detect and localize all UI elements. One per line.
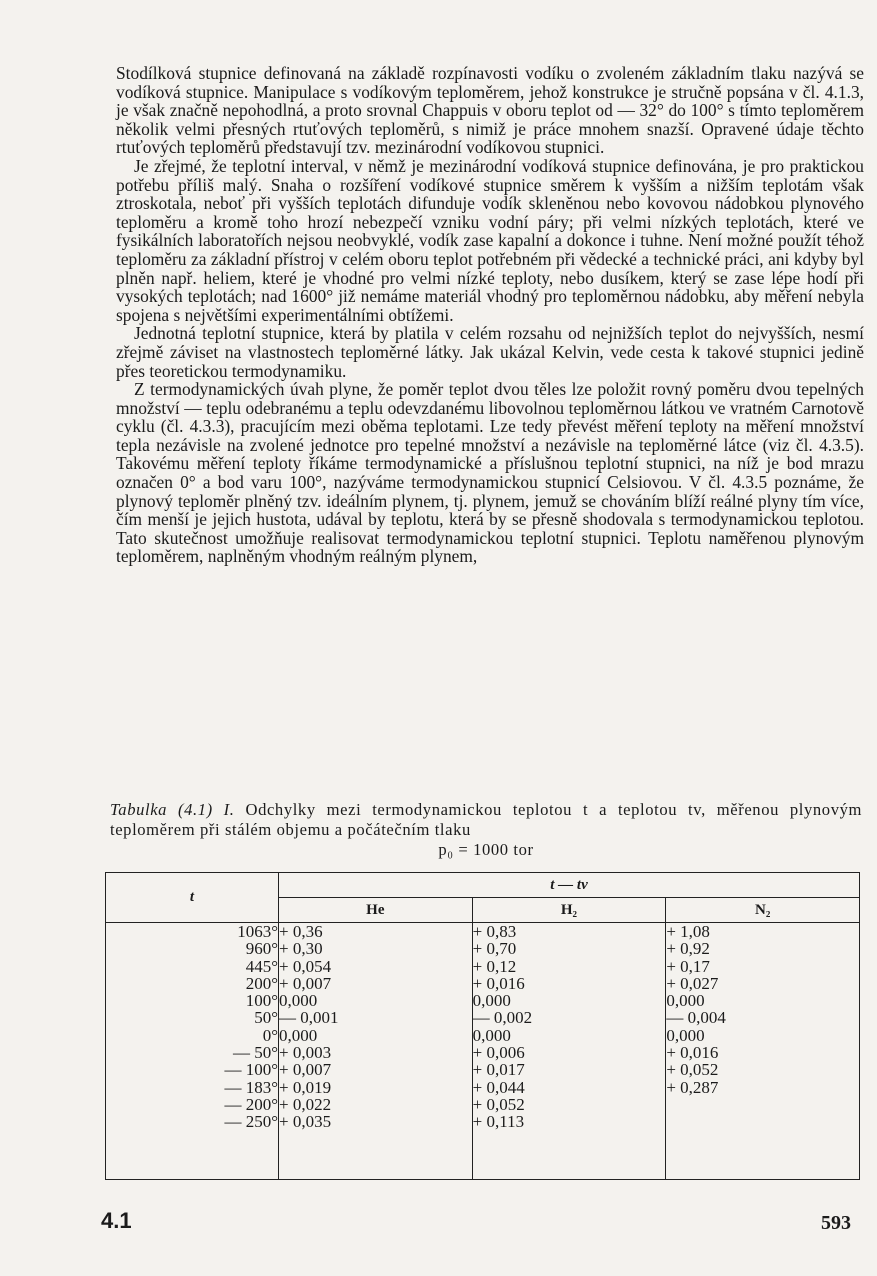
table-caption	[110, 800, 862, 860]
table-cell: + 0,016	[472, 973, 525, 993]
header-t-minus-tv: t — tv	[279, 873, 860, 898]
table-cell: 445°	[245, 956, 278, 976]
table-cell: 0°	[262, 1025, 278, 1045]
caption-formula: p₀ = 1000 tor	[438, 840, 534, 859]
table-cell: + 0,30	[279, 939, 323, 959]
table-cell: + 0,17	[666, 956, 710, 976]
table-cell: + 0,92	[666, 939, 710, 959]
caption-text: Odchylky mezi termodynamickou teplotou t a teplotou tv, měřenou plynovým teploměrem při stálém objemu a počátečním tlaku	[110, 800, 862, 839]
table-cell: 0,000	[279, 991, 318, 1011]
caption-label: Tabulka (4.1) I.	[110, 800, 235, 819]
section-number: 4.1	[101, 1208, 132, 1233]
header-t: t	[106, 873, 279, 923]
paragraph-4: Z termodynamických úvah plyne, že poměr teplot dvou těles lze položit rovný poměru dvou tepelných množství — teplu odebranému a teplu odevzdanému libovolnou teploměrnou látkou ve vratném Carnotově cyklu (čl. 4.3.3), pracujícím mezi oběma teplotami. Lze tedy převést měření teploty na měření množství tepla nezávisle na zvolené jednotce pro tepelné množství a nezávisle na teploměrné látce (viz čl. 4.3.5). Takovému měření teploty říkáme termodynamické a příslušnou teplotní stupnici, na níž je bod mrazu označen 0° a bod varu 100°, nazýváme termodynamickou stupnicí Celsiovou. V čl. 4.3.5 poznáme, že plynový teploměr plněný tzv. ideálním plynem, tj. plynem, jemuž se chováním blíží reálné plyny tím více, čím menší je jejich hustota, udával by teplotu, která by se přesně shodovala s termodynamickou teplotou. Tato skutečnost umožňuje realisovat termodynamickou teplotní stupnici. Teplotu naměřenou plynovým teploměrem, naplněným vhodným reálným plynem,	[116, 379, 864, 567]
header-h2: H₂	[472, 898, 666, 923]
table-cell: + 0,007	[279, 1060, 332, 1080]
paragraph-2: Je zřejmé, že teplotní interval, v němž je mezinárodní vodíková stupnice definována, je pro praktickou potřebu příliš malý. Snaha o rozšíření vodíkové stupnice směrem k vyšším a nižším teplotám však ztroskotala, neboť při vyšších teplotách difunduje vodík skleněnou nebo kovovou nádobkou plynového teploměru a kromě toho hrozí nebezpečí vzniku vodní páry; při velmi nízkých teplotách, které ve fysikálních laboratořích nejsou neobvyklé, vodík zase kapalní a dokonce i tuhne. Není možné použít téhož teploměru za základní přístroj v celém oboru teplot potřebném při vědecké a technické práci, ani kdyby byl plněn např. heliem, které je vhodné pro velmi nízké teploty, nebo dusíkem, který se zase lépe hodí při vysokých teplotách; nad 1600° již nemáme materiál vhodný pro teploměrnou nádobku, aby měření nebyla spojena s největšími experimentálními obtížemi.	[116, 155, 864, 325]
deviation-table	[105, 872, 860, 1180]
table-cell: — 50°	[232, 1043, 278, 1063]
header-n2: N₂	[666, 898, 860, 923]
body-text	[116, 64, 864, 566]
table-cell: — 0,004	[666, 1008, 726, 1028]
table-cell: — 200°	[224, 1094, 278, 1114]
table-cell: + 0,052	[666, 1060, 719, 1080]
table-cell: + 1,08	[666, 922, 710, 941]
table-cell: + 0,70	[472, 939, 517, 959]
table-cell: + 0,044	[472, 1077, 525, 1097]
column-t	[106, 923, 279, 1180]
column-he	[279, 923, 473, 1180]
table-cell: + 0,017	[472, 1060, 525, 1080]
column-h2	[472, 923, 666, 1180]
table-cell: + 0,12	[472, 956, 517, 976]
table-cell: + 0,019	[279, 1077, 332, 1097]
table-cell: 0,000	[472, 991, 511, 1011]
table-cell: 100°	[245, 991, 278, 1011]
table-cell: 0,000	[666, 991, 705, 1011]
table-cell: 0,000	[666, 1025, 705, 1045]
table-cell: 50°	[254, 1008, 278, 1028]
table-cell: — 250°	[224, 1112, 278, 1132]
table-cell: 0,000	[279, 1025, 318, 1045]
table-cell: 200°	[245, 973, 278, 993]
table-cell: + 0,035	[279, 1112, 332, 1132]
paragraph-1: Stodílková stupnice definovaná na základě rozpínavosti vodíku o zvoleném základním tlaku nazývá se vodíková stupnice. Manipulace s vodíkovým teploměrem, jehož konstrukce je stručně popsána v čl. 4.1.3, je však značně nepohodlná, a proto srovnal Chappuis v oboru teplot od — 32° do 100° s tímto teploměrem několik velmi přesných rtuťových teploměrů, s nimiž je práce mnohem snazší. Opravené údaje těchto rtuťových teploměrů představují tzv. mezinárodní vodíkovou stupnici.	[116, 63, 864, 158]
table-cell: + 0,006	[472, 1043, 525, 1063]
table-cell: + 0,027	[666, 973, 719, 993]
column-n2	[666, 923, 860, 1180]
table-cell: 0,000	[472, 1025, 511, 1045]
header-he: He	[279, 898, 473, 923]
table-cell: + 0,022	[279, 1094, 332, 1114]
table-cell: — 100°	[224, 1060, 278, 1080]
table-cell: + 0,016	[666, 1043, 719, 1063]
table-cell: + 0,287	[666, 1077, 719, 1097]
paragraph-3: Jednotná teplotní stupnice, která by platila v celém rozsahu od nejnižších teplot do nejvyšších, nesmí zřejmě záviset na vlastnostech teploměrné látky. Jak ukázal Kelvin, vede cesta k takové stupnici jedině přes teoretickou termodynamiku.	[116, 323, 864, 381]
table-cell: + 0,003	[279, 1043, 332, 1063]
table-cell: + 0,83	[472, 922, 517, 941]
table-cell: — 0,001	[279, 1008, 339, 1028]
table-cell: + 0,113	[472, 1112, 525, 1132]
table-cell: 960°	[245, 939, 278, 959]
page-number: 593	[821, 1212, 851, 1234]
table-cell: 1063°	[237, 922, 278, 941]
table-cell: — 0,002	[472, 1008, 533, 1028]
table-cell: + 0,052	[472, 1094, 525, 1114]
table-cell: + 0,36	[279, 922, 323, 941]
table-cell: + 0,007	[279, 973, 332, 993]
table-cell: — 183°	[224, 1077, 278, 1097]
table-cell: + 0,054	[279, 956, 332, 976]
